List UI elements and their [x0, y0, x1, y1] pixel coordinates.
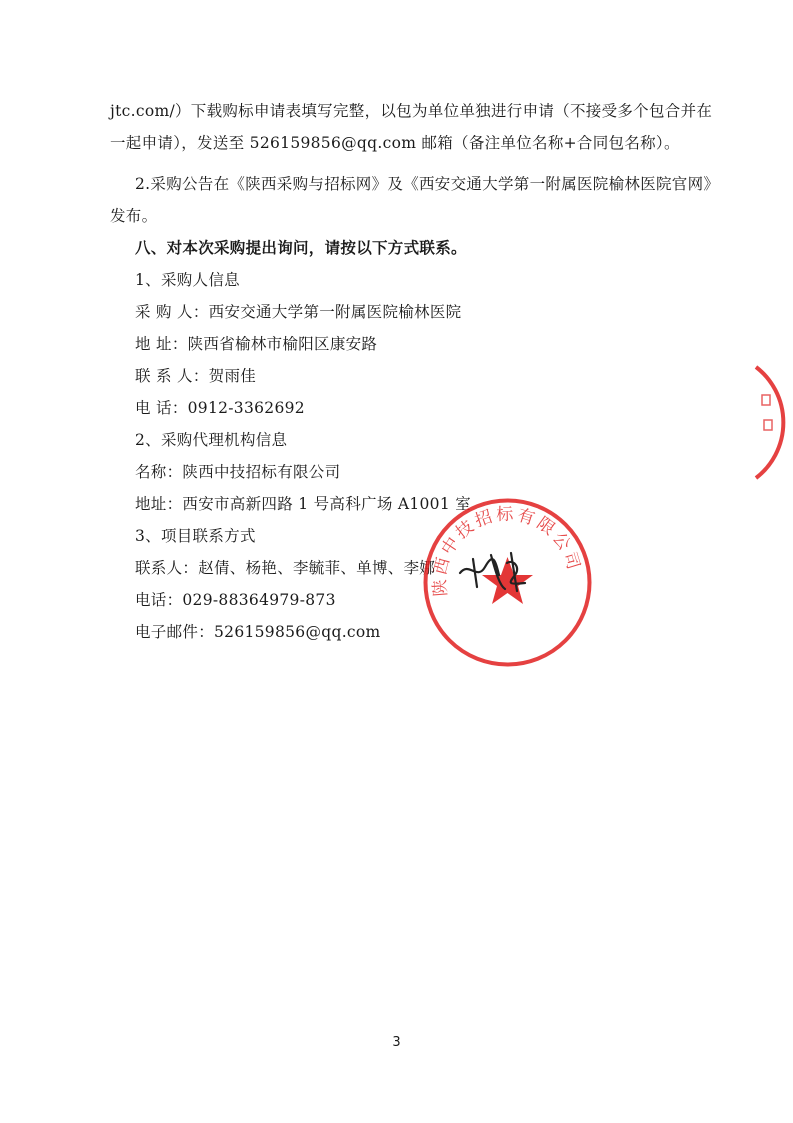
body-line-1: jtc.com/）下载购标申请表填写完整，以包为单位单独进行申请（不接受多个包合并在: [110, 102, 713, 120]
agency-name: 名称：陕西中技招标有限公司: [135, 463, 341, 481]
purchaser-contact: 联 系 人：贺雨佳: [135, 367, 257, 385]
signature: [455, 545, 535, 595]
project-phone: 电话：029-88364979-873: [135, 591, 336, 609]
project-contact-heading: 3、项目联系方式: [135, 527, 256, 545]
body-line-4: 发布。: [110, 207, 158, 225]
project-contacts: 联系人：赵倩、杨艳、李毓菲、单博、李娜: [135, 559, 436, 577]
partial-seal-edge: [752, 365, 793, 480]
project-email: 电子邮件：526159856@qq.com: [135, 623, 381, 641]
purchaser-address: 地 址：陕西省榆林市榆阳区康安路: [135, 335, 378, 353]
purchaser-info-heading: 1、采购人信息: [135, 271, 240, 289]
body-line-2: 一起申请），发送至 526159856@qq.com 邮箱（备注单位名称+合同包名称）。: [110, 134, 680, 152]
purchaser-phone: 电 话：0912-3362692: [135, 399, 305, 417]
agency-info-heading: 2、采购代理机构信息: [135, 431, 288, 449]
agency-address: 地址：西安市高新四路 1 号高科广场 A1001 室: [135, 495, 472, 513]
page-number: 3: [392, 1035, 401, 1050]
purchaser-name: 采 购 人：西安交通大学第一附属医院榆林医院: [135, 303, 462, 321]
section-heading-8: 八、对本次采购提出询问，请按以下方式联系。: [135, 238, 467, 257]
seal-text: 陕西中技招标有限公司: [429, 504, 585, 597]
body-line-3: 2.采购公告在《陕西采购与招标网》及《西安交通大学第一附属医院榆林医院官网》: [135, 175, 720, 193]
